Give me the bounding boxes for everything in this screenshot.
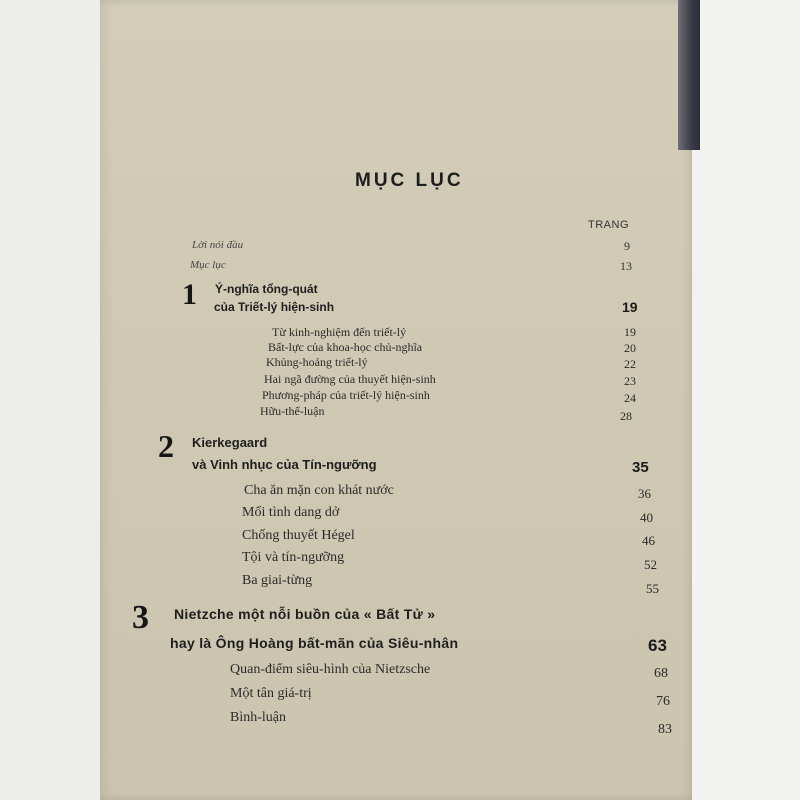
front-matter-page: 9 bbox=[624, 239, 630, 253]
section-label: Khủng-hoảng triết-lý bbox=[266, 355, 368, 369]
section-page: 52 bbox=[644, 557, 657, 572]
page-title: MỤC LỤC bbox=[355, 170, 464, 191]
section-label: Chống thuyết Hégel bbox=[242, 528, 355, 543]
front-matter-page: 13 bbox=[620, 259, 632, 273]
dark-background-corner bbox=[678, 0, 700, 150]
section-page: 83 bbox=[658, 722, 672, 737]
section-page: 28 bbox=[620, 409, 632, 423]
section-label: Tội và tín-ngưỡng bbox=[242, 550, 345, 565]
section-page: 40 bbox=[640, 510, 653, 525]
chapter-title-line: hay là Ông Hoàng bất-mãn của Siêu-nhân bbox=[170, 635, 459, 651]
section-label: Một tân giá-trị bbox=[230, 686, 312, 701]
section-page: 76 bbox=[656, 694, 670, 709]
section-label: Bất-lực của khoa-học chủ-nghĩa bbox=[268, 340, 423, 354]
page-column-label: TRANG bbox=[588, 219, 629, 231]
section-page: 55 bbox=[646, 581, 659, 596]
front-matter-label: Mục lục bbox=[190, 259, 226, 271]
section-page: 68 bbox=[654, 666, 668, 681]
chapter-title-line: của Triết-lý hiện-sinh bbox=[214, 300, 335, 314]
section-label: Ba giai-từng bbox=[242, 573, 313, 588]
chapter-title-line: Ý-nghĩa tổng-quát bbox=[215, 282, 318, 296]
section-label: Hai ngã đường của thuyết hiện-sinh bbox=[264, 372, 436, 386]
background-right bbox=[690, 0, 800, 800]
section-page: 20 bbox=[624, 341, 636, 355]
section-page: 23 bbox=[624, 374, 636, 388]
book-page bbox=[100, 0, 692, 800]
section-label: Hữu-thể-luận bbox=[260, 404, 325, 418]
section-page: 46 bbox=[642, 533, 655, 548]
section-label: Từ kinh-nghiệm đến triết-lý bbox=[272, 325, 407, 339]
background-left bbox=[0, 0, 102, 800]
chapter-title-line: và Vinh nhục của Tín-ngưỡng bbox=[192, 457, 377, 472]
section-page: 24 bbox=[624, 391, 636, 405]
section-label: Quan-điểm siêu-hình của Nietzsche bbox=[230, 662, 431, 677]
section-label: Mối tình dang dở bbox=[242, 505, 340, 520]
section-page: 36 bbox=[638, 486, 651, 501]
chapter-page: 63 bbox=[648, 636, 667, 655]
front-matter-label: Lời nói đầu bbox=[192, 239, 244, 251]
chapter-title-line: Kierkegaard bbox=[192, 435, 268, 450]
chapter-title-line: Nietzche một nỗi buồn của « Bất Tử » bbox=[174, 606, 436, 622]
section-page: 19 bbox=[624, 325, 636, 339]
chapter-page: 19 bbox=[622, 299, 638, 315]
section-label: Phương-pháp của triết-lý hiện-sinh bbox=[262, 388, 430, 402]
section-page: 22 bbox=[624, 357, 636, 371]
section-label: Cha ăn mặn con khát nước bbox=[244, 483, 394, 498]
section-label: Bình-luận bbox=[230, 710, 286, 725]
chapter-page: 35 bbox=[632, 459, 649, 476]
chapter-number: 2 bbox=[158, 428, 174, 464]
chapter-number: 1 bbox=[182, 278, 197, 311]
chapter-number: 3 bbox=[132, 599, 149, 636]
